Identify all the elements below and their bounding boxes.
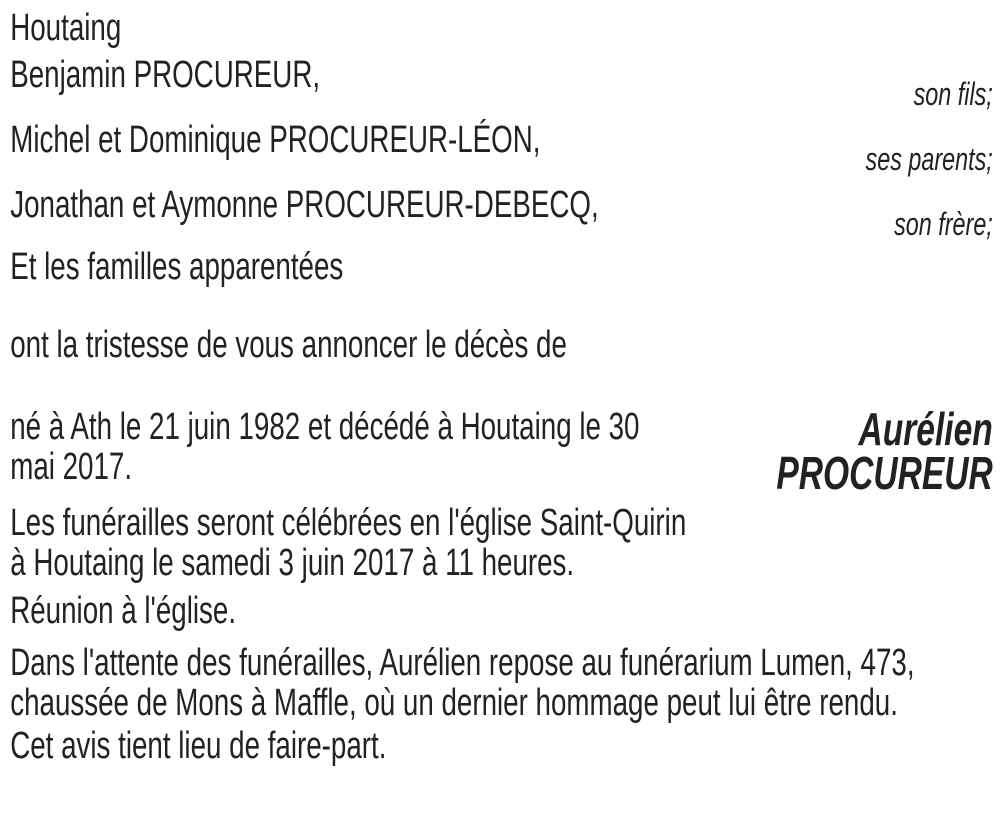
deceased-last-name: PROCUREUR bbox=[776, 447, 993, 499]
relative-names: Benjamin PROCUREUR, bbox=[10, 54, 321, 96]
deceased-name bbox=[682, 403, 993, 499]
relative-relation: son frère; bbox=[894, 206, 993, 242]
relative-entry bbox=[10, 119, 993, 177]
repose-line: Dans l'attente des funérailles, Aurélien repose au funérarium Lumen, 473, chaussée de Mons à Maffle, où un dernier hommage peut lui être rendu. bbox=[10, 642, 915, 724]
notice-line: Cet avis tient lieu de faire-part. bbox=[10, 725, 387, 767]
deceased-first-name: Aurélien bbox=[858, 403, 993, 455]
relative-relation: son fils; bbox=[913, 76, 993, 112]
relative-names: Michel et Dominique PROCUREUR-LÉON, bbox=[10, 119, 541, 161]
relative-entry bbox=[10, 184, 993, 242]
deceased-row bbox=[10, 403, 993, 499]
relative-entry bbox=[10, 54, 993, 112]
funeral-line: Les funérailles seront célébrées en l'église Saint-Quirin à Houtaing le samedi 3 juin 2017 à 11 heures. bbox=[10, 502, 687, 584]
relative-relation: ses parents; bbox=[865, 141, 993, 177]
location-line: Houtaing bbox=[10, 7, 122, 49]
birth-death-line: né à Ath le 21 juin 1982 et décédé à Houtaing le 30 mai 2017. bbox=[10, 406, 640, 488]
families-line: Et les familles apparentées bbox=[10, 246, 344, 288]
intro-line: ont la tristesse de vous annoncer le décès de bbox=[10, 324, 567, 366]
meeting-line: Réunion à l'église. bbox=[10, 590, 237, 632]
relative-names: Jonathan et Aymonne PROCUREUR-DEBECQ, bbox=[10, 184, 599, 226]
